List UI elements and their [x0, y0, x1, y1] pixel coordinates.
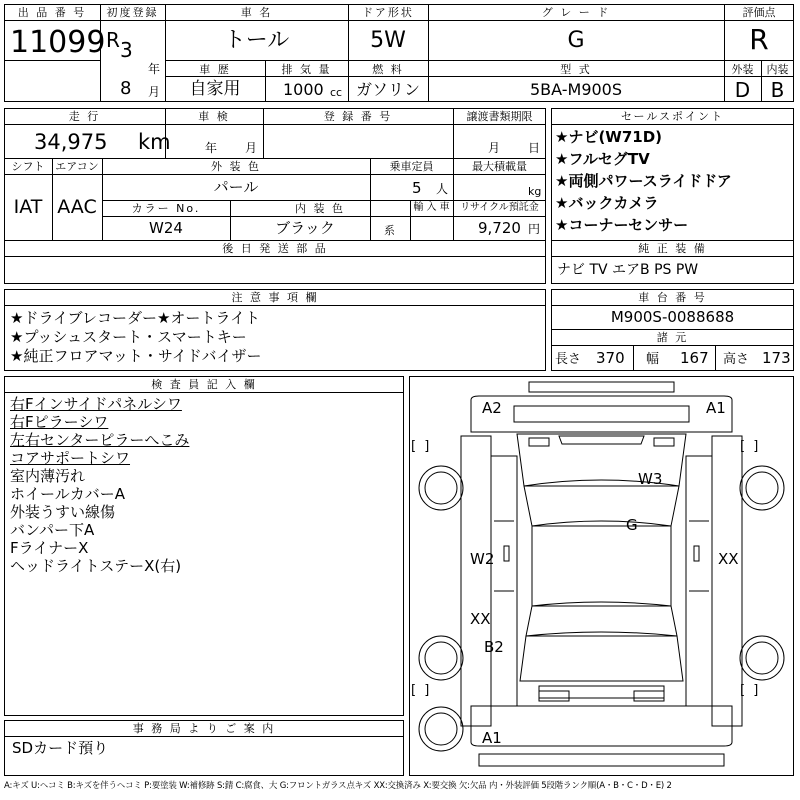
- ac-header: エアコン: [55, 160, 99, 173]
- year-unit: 年: [148, 62, 161, 76]
- left-bracket: [ ]: [411, 439, 432, 454]
- damage-mark-w3: W3: [638, 470, 663, 488]
- recycle-unit: 円: [528, 222, 541, 236]
- import-header: 輸 入 車: [413, 202, 450, 213]
- inspector-header: 検 査 員 記 入 欄: [151, 378, 257, 391]
- transfer-header: 譲渡書類期限: [466, 110, 533, 123]
- transfer-month-unit: 月: [488, 141, 501, 155]
- interior-color-suffix: 系: [384, 224, 395, 237]
- mileage-unit: km: [138, 130, 171, 154]
- sales-point-3: ★両側パワースライドドア: [555, 172, 732, 190]
- inspector-note-6: ホイールカバーA: [10, 485, 125, 503]
- inspector-note-7: 外装うすい線傷: [10, 503, 116, 521]
- sales-point-5: ★コーナーセンサー: [555, 216, 689, 234]
- length-label: 長さ: [555, 352, 582, 367]
- height-label: 高さ: [723, 352, 750, 367]
- right-bracket-rear: [ ]: [740, 683, 761, 698]
- lot-number: 11099: [10, 25, 106, 60]
- inspector-note-2: 右Fピラーシワ: [10, 413, 109, 431]
- capacity: 5: [412, 179, 422, 197]
- damage-mark-xx-right: XX: [718, 550, 739, 568]
- length: 370: [596, 349, 625, 367]
- car-diagram-drawing: [409, 376, 794, 776]
- displacement: 1000: [283, 80, 324, 99]
- shift-header: シフト: [11, 160, 45, 173]
- sales-point-1: ★ナビ(W71D): [555, 128, 663, 146]
- chassis-header: 車 台 番 号: [638, 291, 707, 304]
- caution-line-2: ★プッシュスタート・スマートキー: [10, 328, 247, 346]
- width: 167: [680, 349, 709, 367]
- fuel-header: 燃 料: [372, 63, 404, 76]
- caution-line-1: ★ドライブレコーダー★オートライト: [10, 309, 260, 327]
- damage-mark-b2: B2: [484, 638, 504, 656]
- width-label: 幅: [646, 352, 660, 367]
- damage-mark-a2: A2: [482, 399, 502, 417]
- damage-mark-a1-top: A1: [706, 399, 726, 417]
- sales-point-2: ★フルセグTV: [555, 150, 650, 168]
- color-header: 外 装 色: [211, 160, 261, 173]
- grade-header: グ レ ー ド: [541, 6, 611, 19]
- chassis-number: M900S-0088688: [610, 308, 735, 326]
- inspector-note-4: コアサポートシワ: [10, 449, 131, 467]
- office-text: SDカード預り: [12, 739, 109, 757]
- displacement-unit: cc: [330, 86, 343, 99]
- inspector-note-10: ヘッドライトステーX(右): [10, 557, 182, 575]
- door-type: 5W: [370, 28, 406, 53]
- lot-header: 出 品 番 号: [17, 6, 87, 19]
- history-header: 車 歴: [199, 63, 231, 76]
- score-header: 評価点: [742, 6, 776, 19]
- interior-score: B: [770, 78, 785, 102]
- inspection-year-unit: 年: [205, 141, 218, 155]
- sales-header: セールスポイント: [620, 110, 724, 123]
- mileage: 34,975: [34, 130, 108, 154]
- era: R: [106, 28, 120, 52]
- left-bracket-rear: [ ]: [411, 683, 432, 698]
- car-name: トール: [223, 28, 290, 53]
- regno-header: 登 録 番 号: [323, 110, 393, 123]
- equipment-header: 純 正 装 備: [638, 242, 707, 255]
- exterior-color: パール: [213, 178, 259, 196]
- damage-mark-g: G: [626, 516, 638, 534]
- mileage-header: 走 行: [68, 110, 101, 123]
- inspector-note-5: 室内薄汚れ: [10, 467, 86, 485]
- damage-mark-a1-bottom: A1: [482, 729, 502, 747]
- inspector-note-1: 右Fインサイドパネルシワ: [10, 395, 182, 413]
- color-no-header: カラー No.: [131, 202, 201, 215]
- capacity-header: 乗車定員: [389, 160, 434, 173]
- fuel: ガソリン: [355, 80, 420, 99]
- caution-header: 注 意 事 項 欄: [231, 291, 319, 304]
- height: 173: [762, 349, 791, 367]
- first-reg-header: 初度登録: [106, 6, 159, 19]
- exterior-header: 外装: [731, 63, 754, 76]
- interior-color-header: 内 装 色: [295, 202, 345, 215]
- max-load-unit: kg: [528, 185, 542, 198]
- capacity-unit: 人: [436, 182, 449, 196]
- max-load-header: 最大積載量: [472, 160, 527, 173]
- shift: IAT: [13, 196, 43, 218]
- caution-line-3: ★純正フロアマット・サイドバイザー: [10, 347, 262, 365]
- model: 5BA-M900S: [529, 80, 623, 99]
- month-num: 8: [120, 78, 132, 99]
- inspector-note-3: 左右センターピラーへこみ: [10, 431, 190, 449]
- dims-header: 諸 元: [656, 331, 689, 344]
- inspection-header: 車 検: [198, 110, 230, 123]
- equipment: ナビ TV エアB PS PW: [557, 262, 699, 278]
- model-header: 型 式: [560, 63, 592, 76]
- ac: AAC: [57, 196, 97, 218]
- damage-mark-xx-left: XX: [470, 610, 491, 628]
- recycle-header: リサイクル預託金: [460, 202, 539, 213]
- year-num: 3: [120, 38, 133, 62]
- interior-color: ブラック: [275, 219, 335, 237]
- grade: G: [567, 28, 585, 53]
- month-unit: 月: [148, 85, 161, 99]
- color-no: W24: [149, 219, 183, 237]
- history: 自家用: [189, 79, 241, 99]
- recycle: 9,720: [478, 219, 521, 237]
- office-header: 事 務 局 よ り ご 案 内: [132, 722, 276, 735]
- inspection-month-unit: 月: [245, 141, 258, 155]
- door-header: ドア形状: [362, 6, 414, 19]
- inspector-note-9: FライナーX: [10, 539, 89, 557]
- sales-point-4: ★バックカメラ: [555, 194, 659, 212]
- displacement-header: 排 気 量: [281, 63, 332, 76]
- interior-header: 内装: [766, 63, 789, 76]
- later-parts-header: 後 日 発 送 部 品: [222, 242, 328, 255]
- legend: A:キズ U:ヘコミ B:キズを伴うヘコミ P:要塗装 W:補修跡 S:錆 C:腐食、大 G:フロントガラス点キズ XX:交換済み X:要交換 欠:欠品 内・外装評価 5段階ランク順(A・B・C・D・E) 2: [4, 781, 672, 791]
- name-header: 車 名: [240, 6, 273, 19]
- transfer-day-unit: 日: [528, 141, 541, 155]
- damage-mark-w2: W2: [470, 550, 495, 568]
- inspector-note-8: バンパー下A: [10, 521, 95, 539]
- score: R: [749, 23, 769, 56]
- right-bracket: [ ]: [740, 439, 761, 454]
- exterior-score: D: [734, 78, 751, 102]
